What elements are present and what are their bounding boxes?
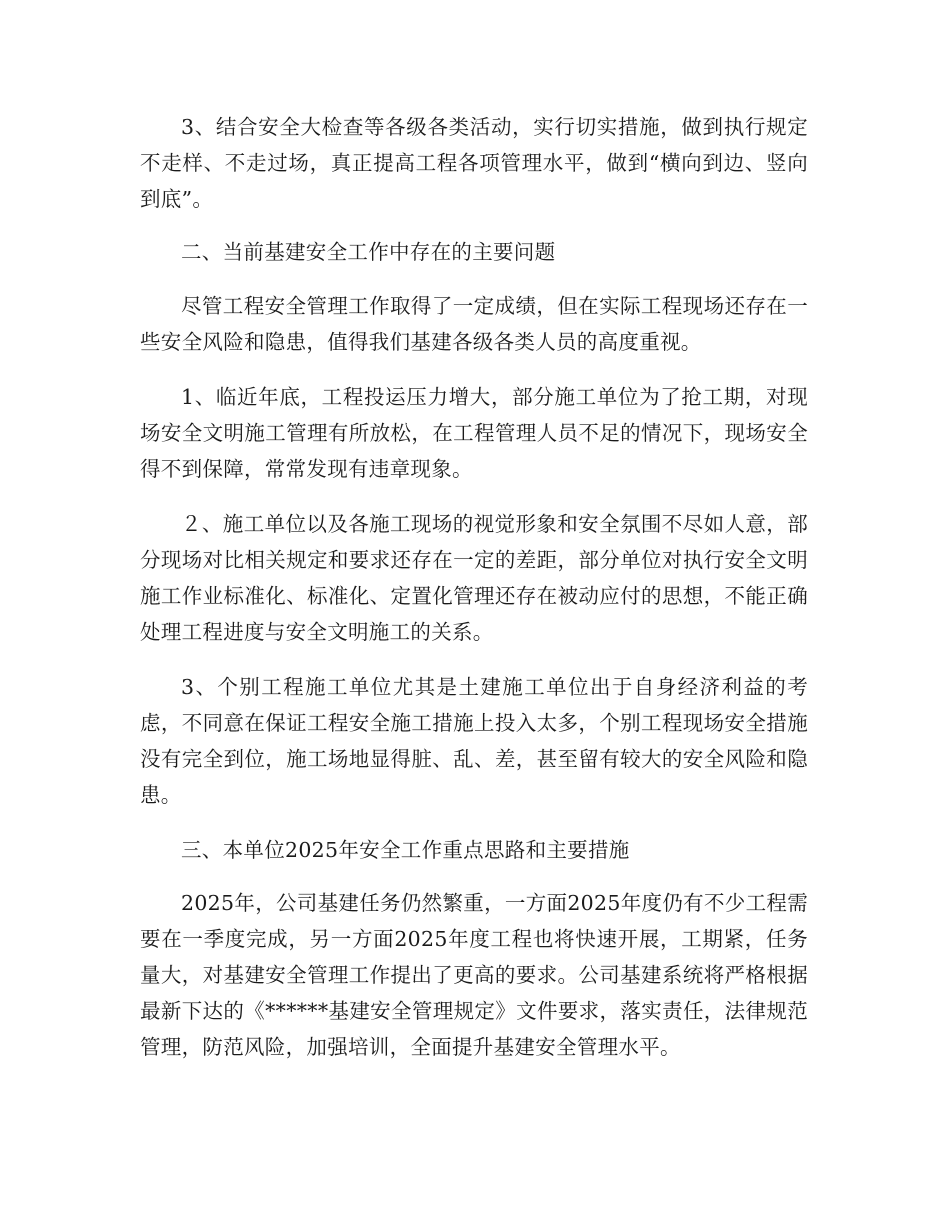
paragraph-problem-1: 1、临近年底，工程投运压力增大，部分施工单位为了抢工期，对现场安全文明施工管理有所放松，在工程管理人员不足的情况下，现场安全得不到保障，常常发现有违章现象。 <box>140 385 808 481</box>
paragraph-intro-problems: 尽管工程安全管理工作取得了一定成绩，但在实际工程现场还存在一些安全风险和隐患，值得我们基建各级各类人员的高度重视。 <box>140 294 808 354</box>
paragraph-problem-3: 3、个别工程施工单位尤其是土建施工单位出于自身经济利益的考虑，不同意在保证工程安全施工措施上投入太多，个别工程现场安全措施没有完全到位，施工场地显得脏、乱、差，甚至留有较大的安全风险和隐患。 <box>140 675 808 807</box>
paragraph-2025-plan: 2025年，公司基建任务仍然繁重，一方面2025年度仍有不少工程需要在一季度完成，另一方面2025年度工程也将快速开展，工期紧，任务量大，对基建安全管理工作提出了更高的要求。公司基建系统将严格根据最新下达的《******基建安全管理规定》文件要求，落实责任，法律规范管理，防范风险，加强培训，全面提升基建安全管理水平。 <box>140 891 808 1059</box>
paragraph-item-3-measures: 3、结合安全大检查等各级各类活动，实行切实措施，做到执行规定不走样、不走过场，真正提高工程各项管理水平，做到“横向到边、竖向到底”。 <box>140 115 808 211</box>
section-heading-key-measures: 三、本单位2025年安全工作重点思路和主要措施 <box>181 838 630 862</box>
paragraph-problem-2: ２、施工单位以及各施工现场的视觉形象和安全氛围不尽如人意，部分现场对比相关规定和要求还存在一定的差距，部分单位对执行安全文明施工作业标准化、标准化、定置化管理还存在被动应付的思想，不能正确处理工程进度与安全文明施工的关系。 <box>140 512 808 644</box>
section-heading-main-problems: 二、当前基建安全工作中存在的主要问题 <box>181 240 556 264</box>
